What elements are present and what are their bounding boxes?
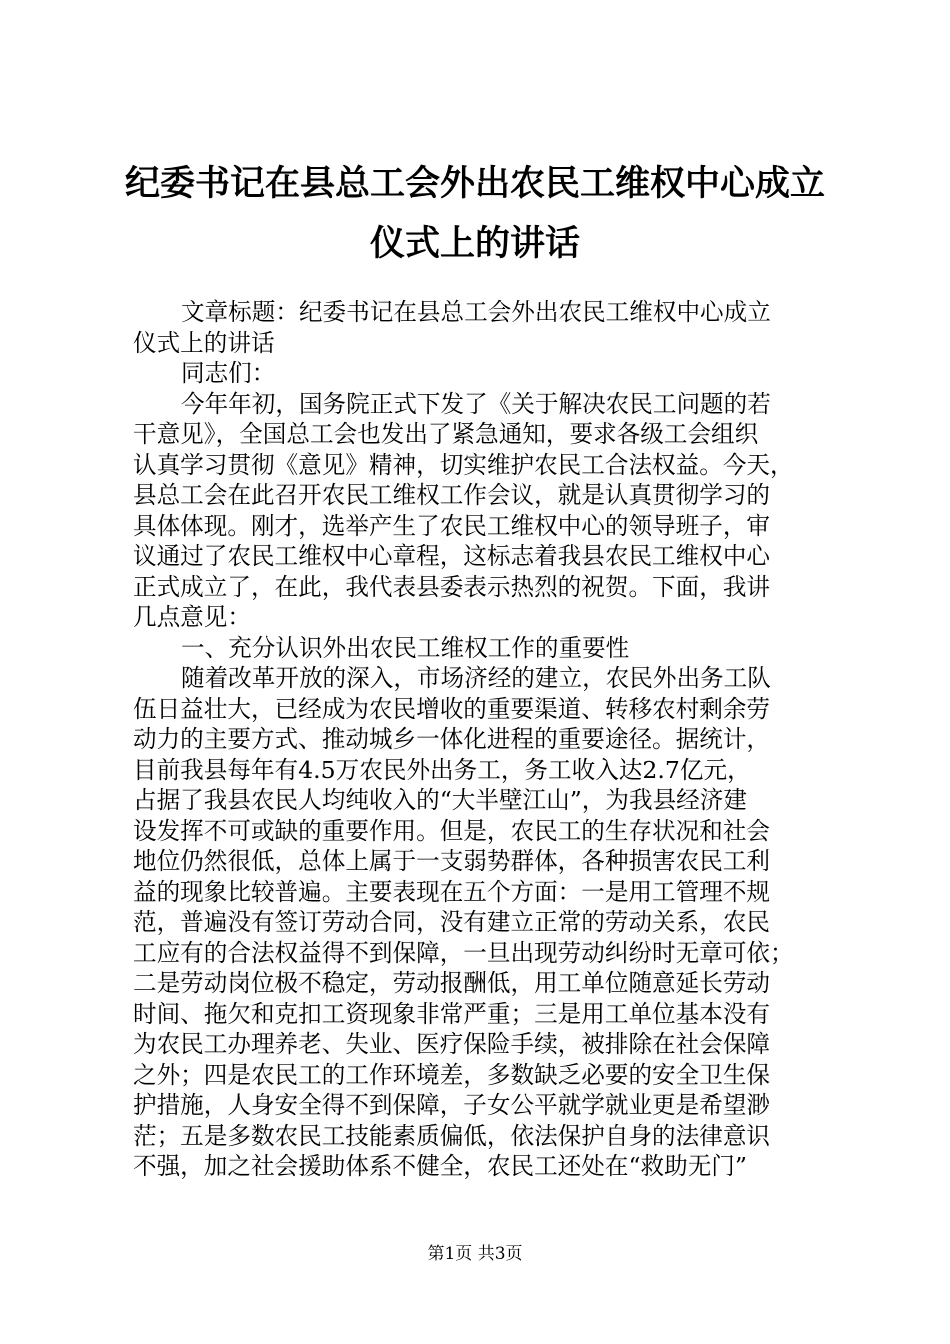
- article-title-line: 文章标题：纪委书记在县总工会外出农民工维权中心成立: [181, 298, 771, 326]
- article-title-line: 仪式上的讲话: [133, 328, 275, 357]
- paragraph-line: 不强，加之社会援助体系不健全，农民工还处在“救助无门”: [133, 1152, 747, 1180]
- page-footer: 第1页 共3页: [427, 1244, 523, 1264]
- paragraph-line: 设发挥不可或缺的重要作用。但是，农民工的生存状况和社会: [133, 816, 771, 845]
- paragraph-line: 议通过了农民工维权中心章程，这标志着我县农民工维权中心: [133, 542, 771, 570]
- paragraph-line: 随着改革开放的深入，市场济经的建立，农民外出务工队: [181, 664, 771, 692]
- paragraph-line: 伍日益壮大，已经成为农民增收的重要渠道、转移农村剩余劳: [133, 694, 771, 723]
- paragraph-line: 干意见》，全国总工会也发出了紧急通知，要求各级工会组织: [133, 420, 759, 448]
- paragraph-line: 几点意见：: [133, 603, 251, 631]
- paragraph-line: 护措施，人身安全得不到保障，子女公平就学就业更是希望渺: [133, 1091, 771, 1119]
- paragraph-line: 之外；四是农民工的工作环境差，多数缺乏必要的安全卫生保: [133, 1060, 771, 1089]
- document-body: [133, 297, 833, 1182]
- paragraph-line: 时间、拖欠和克扣工资现象非常严重；三是用工单位基本没有: [133, 999, 771, 1028]
- paragraph-line: 益的现象比较普遍。主要表现在五个方面：一是用工管理不规: [133, 877, 771, 906]
- paragraph-line: 为农民工办理养老、失业、医疗保险手续，被排除在社会保障: [133, 1030, 771, 1058]
- paragraph-line: 茫；五是多数农民工技能素质偏低，依法保护自身的法律意识: [133, 1121, 771, 1150]
- paragraph-line: 工应有的合法权益得不到保障，一旦出现劳动纠纷时无章可依；: [133, 938, 794, 967]
- paragraph-line: 占据了我县农民人均纯收入的“大半壁江山”，为我县经济建: [133, 786, 747, 814]
- paragraph-line: 地位仍然很低，总体上属于一支弱势群体，各种损害农民工利: [133, 847, 771, 875]
- paragraph-line: 具体体现。刚才，选举产生了农民工维权中心的领导班子，审: [133, 511, 771, 540]
- paragraph-line: 认真学习贯彻《意见》精神，切实维护农民工合法权益。今天，: [133, 450, 794, 479]
- section-heading: 一、充分认识外出农民工维权工作的重要性: [181, 633, 630, 662]
- paragraph-line: 县总工会在此召开农民工维权工作会议，就是认真贯彻学习的: [133, 481, 771, 509]
- document-title-line-1: 纪委书记在县总工会外出农民工维权中心成立: [124, 163, 825, 204]
- paragraph-line: 动力的主要方式、推动城乡一体化进程的重要途径。据统计，: [133, 725, 771, 753]
- salutation: 同志们：: [181, 359, 276, 387]
- paragraph-line: 目前我县每年有4.5万农民外出务工，务工收入达2.7亿元，: [133, 755, 751, 784]
- paragraph-line: 今年年初，国务院正式下发了《关于解决农民工问题的若: [181, 389, 771, 418]
- paragraph-line: 二是劳动岗位极不稳定，劳动报酬低，用工单位随意延长劳动: [133, 969, 771, 997]
- paragraph-line: 范，普遍没有签订劳动合同，没有建立正常的劳动关系，农民: [133, 908, 771, 936]
- paragraph-line: 正式成立了，在此，我代表县委表示热烈的祝贺。下面，我讲: [133, 572, 771, 601]
- document-title-line-2: 仪式上的讲话: [369, 223, 580, 264]
